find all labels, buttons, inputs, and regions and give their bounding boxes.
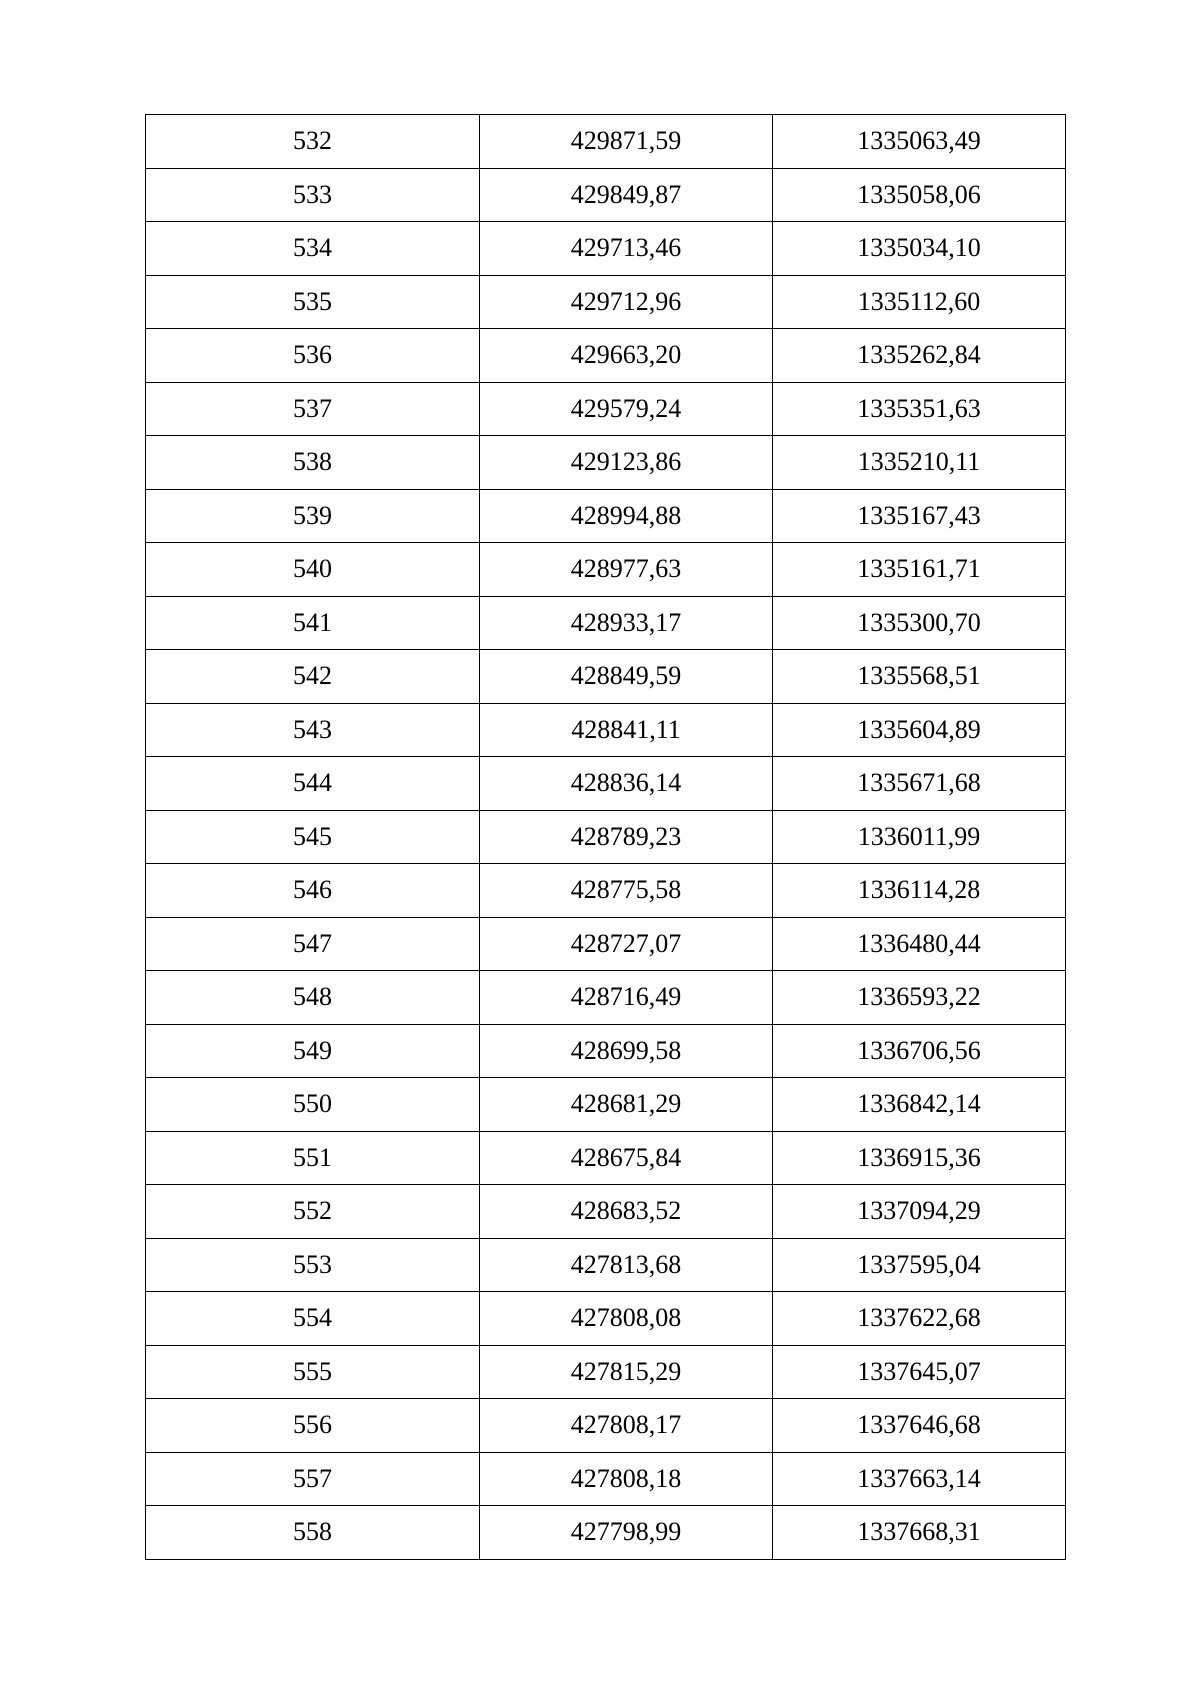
x-coordinate-cell: 428727,07 — [480, 917, 773, 971]
y-coordinate-cell: 1337094,29 — [773, 1185, 1066, 1239]
x-coordinate-cell: 427808,08 — [480, 1292, 773, 1346]
table-row — [146, 275, 1066, 329]
point-number-cell: 535 — [146, 275, 480, 329]
y-coordinate-cell: 1335351,63 — [773, 382, 1066, 436]
point-number-cell: 538 — [146, 436, 480, 490]
y-coordinate-cell: 1337622,68 — [773, 1292, 1066, 1346]
table-row — [146, 810, 1066, 864]
point-number-cell: 533 — [146, 168, 480, 222]
x-coordinate-cell: 429713,46 — [480, 222, 773, 276]
point-number-cell: 547 — [146, 917, 480, 971]
y-coordinate-cell: 1335161,71 — [773, 543, 1066, 597]
table-row — [146, 1185, 1066, 1239]
point-number-cell: 543 — [146, 703, 480, 757]
table-row — [146, 222, 1066, 276]
table-row — [146, 543, 1066, 597]
table-row — [146, 1024, 1066, 1078]
point-number-cell: 546 — [146, 864, 480, 918]
table-row — [146, 436, 1066, 490]
point-number-cell: 558 — [146, 1506, 480, 1560]
table-row — [146, 917, 1066, 971]
x-coordinate-cell: 427808,18 — [480, 1452, 773, 1506]
x-coordinate-cell: 428789,23 — [480, 810, 773, 864]
x-coordinate-cell: 429712,96 — [480, 275, 773, 329]
y-coordinate-cell: 1336593,22 — [773, 971, 1066, 1025]
x-coordinate-cell: 428716,49 — [480, 971, 773, 1025]
x-coordinate-cell: 428841,11 — [480, 703, 773, 757]
x-coordinate-cell: 429123,86 — [480, 436, 773, 490]
point-number-cell: 551 — [146, 1131, 480, 1185]
x-coordinate-cell: 428681,29 — [480, 1078, 773, 1132]
point-number-cell: 545 — [146, 810, 480, 864]
y-coordinate-cell: 1335671,68 — [773, 757, 1066, 811]
table-row — [146, 329, 1066, 383]
x-coordinate-cell: 429849,87 — [480, 168, 773, 222]
x-coordinate-cell: 429579,24 — [480, 382, 773, 436]
x-coordinate-cell: 427798,99 — [480, 1506, 773, 1560]
x-coordinate-cell: 428683,52 — [480, 1185, 773, 1239]
point-number-cell: 540 — [146, 543, 480, 597]
y-coordinate-cell: 1335262,84 — [773, 329, 1066, 383]
point-number-cell: 544 — [146, 757, 480, 811]
table-row — [146, 971, 1066, 1025]
x-coordinate-cell: 428775,58 — [480, 864, 773, 918]
y-coordinate-cell: 1336706,56 — [773, 1024, 1066, 1078]
x-coordinate-cell: 427808,17 — [480, 1399, 773, 1453]
table-row — [146, 1292, 1066, 1346]
table-row — [146, 757, 1066, 811]
point-number-cell: 536 — [146, 329, 480, 383]
x-coordinate-cell: 428836,14 — [480, 757, 773, 811]
table-row — [146, 596, 1066, 650]
point-number-cell: 532 — [146, 115, 480, 169]
table-row — [146, 703, 1066, 757]
y-coordinate-cell: 1335063,49 — [773, 115, 1066, 169]
coordinates-table-body — [146, 115, 1066, 1560]
x-coordinate-cell: 427813,68 — [480, 1238, 773, 1292]
table-row — [146, 864, 1066, 918]
table-row — [146, 1399, 1066, 1453]
point-number-cell: 537 — [146, 382, 480, 436]
x-coordinate-cell: 428675,84 — [480, 1131, 773, 1185]
table-row — [146, 1131, 1066, 1185]
x-coordinate-cell: 428977,63 — [480, 543, 773, 597]
y-coordinate-cell: 1336480,44 — [773, 917, 1066, 971]
point-number-cell: 556 — [146, 1399, 480, 1453]
y-coordinate-cell: 1336842,14 — [773, 1078, 1066, 1132]
table-row — [146, 168, 1066, 222]
point-number-cell: 554 — [146, 1292, 480, 1346]
point-number-cell: 557 — [146, 1452, 480, 1506]
y-coordinate-cell: 1335604,89 — [773, 703, 1066, 757]
y-coordinate-cell: 1336915,36 — [773, 1131, 1066, 1185]
point-number-cell: 553 — [146, 1238, 480, 1292]
table-row — [146, 1078, 1066, 1132]
coordinates-table — [145, 114, 1066, 1560]
table-row — [146, 382, 1066, 436]
y-coordinate-cell: 1336114,28 — [773, 864, 1066, 918]
y-coordinate-cell: 1336011,99 — [773, 810, 1066, 864]
x-coordinate-cell: 428933,17 — [480, 596, 773, 650]
y-coordinate-cell: 1335167,43 — [773, 489, 1066, 543]
table-row — [146, 115, 1066, 169]
table-row — [146, 489, 1066, 543]
x-coordinate-cell: 427815,29 — [480, 1345, 773, 1399]
point-number-cell: 542 — [146, 650, 480, 704]
y-coordinate-cell: 1335568,51 — [773, 650, 1066, 704]
table-row — [146, 1345, 1066, 1399]
table-row — [146, 650, 1066, 704]
y-coordinate-cell: 1335034,10 — [773, 222, 1066, 276]
x-coordinate-cell: 429871,59 — [480, 115, 773, 169]
table-row — [146, 1238, 1066, 1292]
point-number-cell: 539 — [146, 489, 480, 543]
y-coordinate-cell: 1337595,04 — [773, 1238, 1066, 1292]
point-number-cell: 548 — [146, 971, 480, 1025]
y-coordinate-cell: 1337668,31 — [773, 1506, 1066, 1560]
y-coordinate-cell: 1337646,68 — [773, 1399, 1066, 1453]
y-coordinate-cell: 1335112,60 — [773, 275, 1066, 329]
y-coordinate-cell: 1337645,07 — [773, 1345, 1066, 1399]
x-coordinate-cell: 428849,59 — [480, 650, 773, 704]
point-number-cell: 541 — [146, 596, 480, 650]
x-coordinate-cell: 428994,88 — [480, 489, 773, 543]
point-number-cell: 534 — [146, 222, 480, 276]
point-number-cell: 552 — [146, 1185, 480, 1239]
y-coordinate-cell: 1337663,14 — [773, 1452, 1066, 1506]
point-number-cell: 549 — [146, 1024, 480, 1078]
point-number-cell: 550 — [146, 1078, 480, 1132]
y-coordinate-cell: 1335210,11 — [773, 436, 1066, 490]
point-number-cell: 555 — [146, 1345, 480, 1399]
table-row — [146, 1506, 1066, 1560]
table-row — [146, 1452, 1066, 1506]
x-coordinate-cell: 428699,58 — [480, 1024, 773, 1078]
y-coordinate-cell: 1335058,06 — [773, 168, 1066, 222]
x-coordinate-cell: 429663,20 — [480, 329, 773, 383]
y-coordinate-cell: 1335300,70 — [773, 596, 1066, 650]
